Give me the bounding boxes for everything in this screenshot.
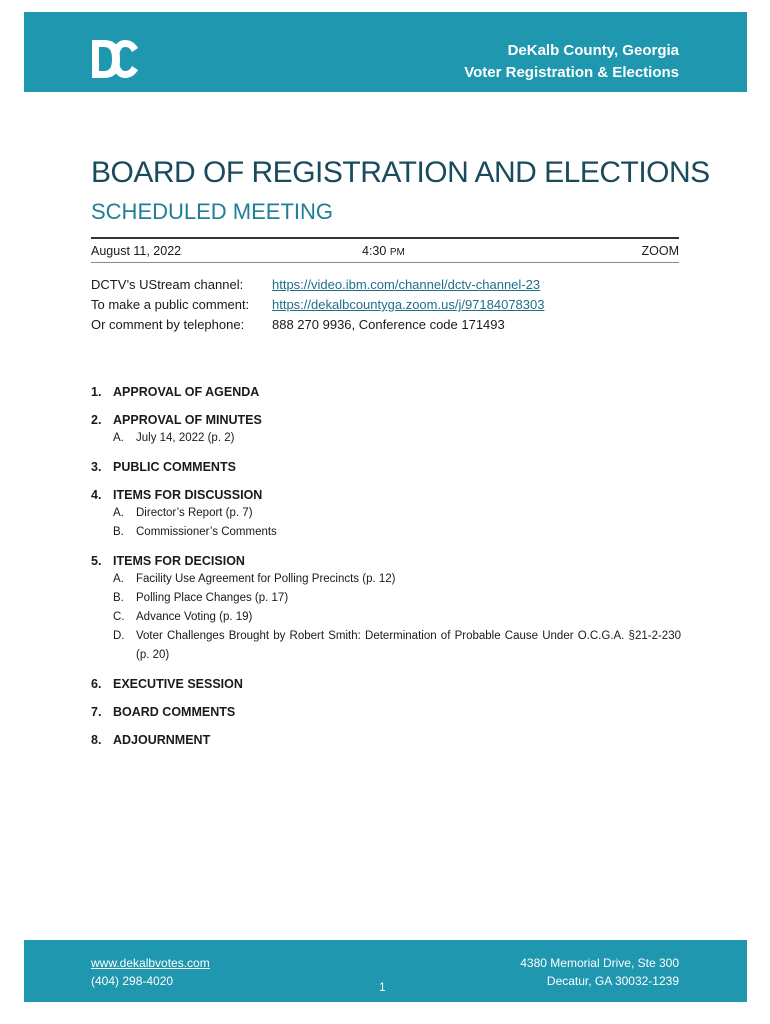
- agenda-item: [91, 703, 681, 721]
- subitem-letter: A.: [113, 573, 124, 585]
- info-value: 888 270 9936, Conference code 171493: [272, 317, 505, 332]
- agenda-item: [91, 383, 681, 401]
- page-subtitle: SCHEDULED MEETING: [91, 199, 334, 224]
- meeting-time-value: 4:30: [362, 244, 387, 258]
- agenda-title: ADJOURNMENT: [113, 733, 211, 747]
- agenda-number: 2.: [91, 413, 102, 427]
- agenda-subitem: [91, 523, 681, 542]
- phone-number: (404) 298-4020: [91, 974, 174, 988]
- agenda-item: [91, 675, 681, 693]
- agenda-item: [91, 411, 681, 448]
- contact-info: [91, 275, 544, 335]
- subitem-letter: D.: [113, 630, 125, 642]
- agenda-list: [91, 383, 681, 759]
- agenda-number: 1.: [91, 385, 102, 399]
- agenda-title: ITEMS FOR DISCUSSION: [113, 488, 263, 502]
- agenda-number: 7.: [91, 705, 102, 719]
- agenda-subitem: [91, 429, 681, 448]
- info-label: DCTV’s UStream channel:: [91, 277, 244, 292]
- subitem-text: Facility Use Agreement for Polling Precincts (p. 12): [136, 573, 396, 585]
- subitem-letter: A.: [113, 507, 124, 519]
- subitem-text: Director’s Report (p. 7): [136, 507, 253, 519]
- page-title: BOARD OF REGISTRATION AND ELECTIONS: [91, 156, 710, 189]
- agenda-item: [91, 486, 681, 542]
- agenda-number: 8.: [91, 733, 102, 747]
- org-name: DeKalb County, Georgia: [507, 42, 679, 59]
- subitem-letter: B.: [113, 592, 124, 604]
- subitem-text: Voter Challenges Brought by Robert Smith: Determination of Probable Cause Under O.C.G.A. §21-2-230 (p. 20): [136, 630, 681, 661]
- info-link[interactable]: https://dekalbcountyga.zoom.us/j/97184078303: [272, 297, 545, 312]
- agenda-heading: [91, 675, 681, 693]
- agenda-number: 5.: [91, 554, 102, 568]
- subitem-text: Advance Voting (p. 19): [136, 611, 253, 623]
- subitem-text: Commissioner’s Comments: [136, 526, 277, 538]
- divider: [91, 237, 679, 239]
- agenda-item: [91, 552, 681, 665]
- divider: [91, 262, 679, 263]
- agenda-subitem: [91, 627, 681, 665]
- agenda-subitem: [91, 570, 681, 589]
- agenda-subitem: [91, 589, 681, 608]
- agenda-title: ITEMS FOR DECISION: [113, 554, 245, 568]
- info-link[interactable]: https://video.ibm.com/channel/dctv-channel-23: [272, 277, 541, 292]
- agenda-number: 6.: [91, 677, 102, 691]
- address-line-1: 4380 Memorial Drive, Ste 300: [520, 956, 679, 970]
- org-department: Voter Registration & Elections: [464, 64, 679, 81]
- agenda-title: APPROVAL OF AGENDA: [113, 385, 260, 399]
- agenda-title: EXECUTIVE SESSION: [113, 677, 243, 691]
- agenda-number: 3.: [91, 460, 102, 474]
- meeting-time-suffix: PM: [389, 247, 405, 258]
- page-number: 1: [379, 980, 386, 994]
- agenda-item: [91, 458, 681, 476]
- agenda-title: PUBLIC COMMENTS: [113, 460, 236, 474]
- subitem-letter: C.: [113, 611, 125, 623]
- dc-logo-icon: [90, 38, 140, 80]
- website-link[interactable]: www.dekalbvotes.com: [91, 956, 210, 970]
- agenda-number: 4.: [91, 488, 102, 502]
- info-row: [91, 315, 544, 335]
- header-banner: [24, 12, 747, 92]
- info-label: Or comment by telephone:: [91, 317, 245, 332]
- agenda-heading: [91, 458, 681, 476]
- subitem-letter: B.: [113, 526, 124, 538]
- agenda-heading: [91, 411, 681, 429]
- agenda-title: APPROVAL OF MINUTES: [113, 413, 262, 427]
- agenda-heading: [91, 486, 681, 504]
- agenda-subitem: [91, 608, 681, 627]
- meeting-location: ZOOM: [641, 244, 679, 258]
- info-row: [91, 275, 544, 295]
- agenda-heading: [91, 552, 681, 570]
- agenda-heading: [91, 703, 681, 721]
- info-row: [91, 295, 544, 315]
- info-label: To make a public comment:: [91, 297, 250, 312]
- subitem-text: Polling Place Changes (p. 17): [136, 592, 289, 604]
- footer-banner: [24, 940, 747, 1002]
- subitem-text: July 14, 2022 (p. 2): [136, 432, 235, 444]
- address-line-2: Decatur, GA 30032-1239: [546, 974, 679, 988]
- subitem-letter: A.: [113, 432, 124, 444]
- agenda-heading: [91, 731, 681, 749]
- agenda-heading: [91, 383, 681, 401]
- meeting-time: [362, 244, 405, 258]
- agenda-subitem: [91, 504, 681, 523]
- agenda-title: BOARD COMMENTS: [113, 705, 236, 719]
- agenda-item: [91, 731, 681, 749]
- meeting-date: August 11, 2022: [91, 244, 182, 258]
